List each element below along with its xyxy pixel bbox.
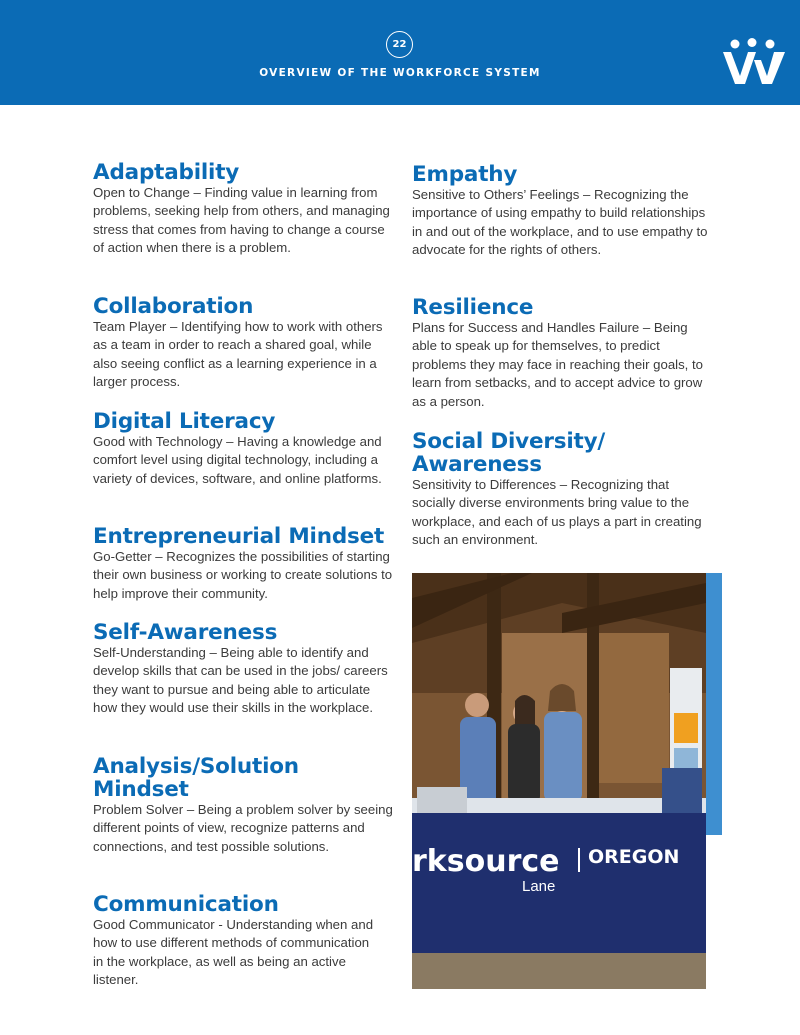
section-body: Go-Getter – Recognizes the possibilities of starting their own business or working to create solutions to help improve their community.: [93, 549, 393, 601]
section-heading: Resilience: [412, 295, 534, 320]
section-collaboration: [93, 295, 393, 392]
section-self-awareness: [93, 621, 393, 718]
photo-accent-bar: [706, 573, 722, 835]
section-heading: Self-Awareness: [93, 620, 278, 645]
section-analysis-solution-mindset: [93, 754, 393, 856]
section-heading: Social Diversity/ Awareness: [412, 429, 606, 477]
section-social-diversity-awareness: [412, 430, 708, 550]
page-header: [0, 0, 800, 105]
section-body: Good with Technology – Having a knowledge and comfort level using digital technology, including a variety of devices, software, and online platforms.: [93, 434, 382, 486]
booth-scene: [412, 573, 706, 989]
section-body: Sensitivity to Differences – Recognizing that socially diverse environments bring value to the workplace, and each of us plays a part in creating such an environment.: [412, 477, 702, 548]
section-heading: Analysis/Solution Mindset: [93, 754, 299, 802]
section-body: Plans for Success and Handles Failure – Being able to speak up for themselves, to predict problems they may face in reaching their goals, to learn from setbacks, and to accept advice to grow as a person.: [412, 320, 704, 409]
section-body: Team Player – Identifying how to work with others as a team in order to reach a shared goal, while also seeing conflict as a learning experience in a larger process.: [93, 319, 383, 390]
section-body: Good Communicator - Understanding when and how to use different methods of communication in the workplace, as well as being an active listener.: [93, 917, 374, 988]
section-body: Problem Solver – Being a problem solver by seeing different points of view, recognize patterns and connections, and test possible solutions.: [93, 802, 393, 854]
section-heading: Collaboration: [93, 294, 254, 319]
people-logo-icon: [721, 38, 787, 88]
section-digital-literacy: [93, 410, 393, 488]
section-heading: Entrepreneurial Mindset: [93, 524, 385, 549]
section-entrepreneurial-mindset: [93, 525, 398, 603]
event-photo: [412, 573, 706, 989]
section-communication: [93, 893, 393, 990]
section-body: Sensitive to Others’ Feelings – Recognizing the importance of using empathy to build relationships in and out of the workplace, and to use empathy to advocate for the rights of others.: [412, 187, 708, 258]
banner-text: rksource: [412, 844, 560, 879]
page-number: 22: [386, 31, 413, 58]
header-title: OVERVIEW OF THE WORKFORCE SYSTEM: [259, 67, 541, 79]
section-body: Self-Understanding – Being able to identify and develop skills that can be used in the jobs/ careers they want to pursue and being able to articulate how they would use their skills in the workplace.: [93, 645, 388, 716]
section-resilience: [412, 296, 708, 411]
section-heading: Communication: [93, 892, 279, 917]
banner-sub: Lane: [522, 878, 556, 895]
section-adaptability: [93, 161, 393, 258]
section-heading: Adaptability: [93, 160, 240, 185]
section-heading: Digital Literacy: [93, 409, 276, 434]
section-empathy: [412, 163, 708, 260]
banner-state: OREGON: [588, 846, 680, 868]
section-heading: Empathy: [412, 162, 518, 187]
section-body: Open to Change – Finding value in learning from problems, seeking help from others, and managing stress that comes from having to change a course of action when there is a problem.: [93, 185, 390, 256]
